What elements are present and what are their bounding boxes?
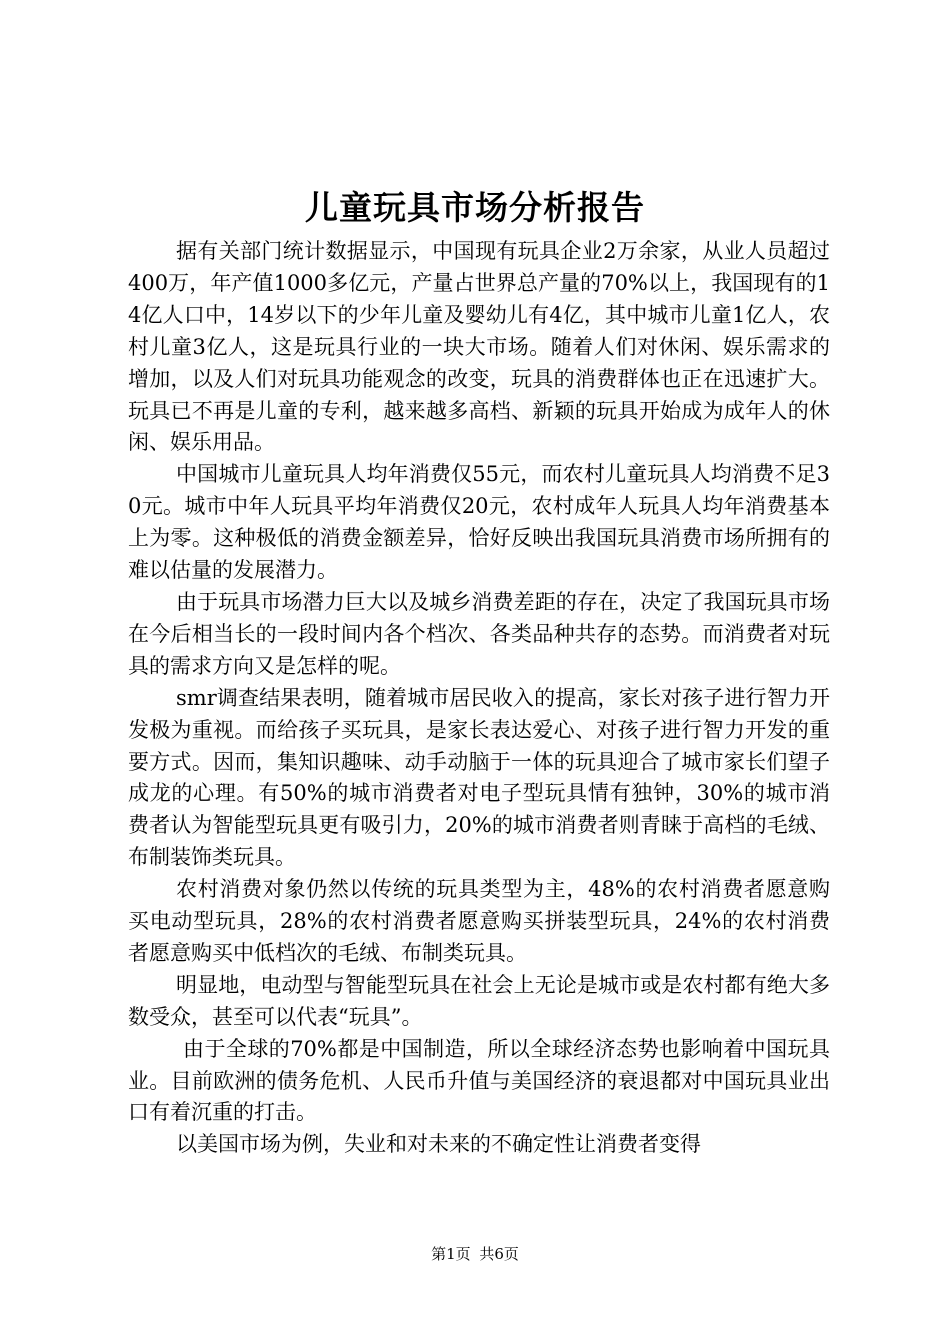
paragraph: 中国城市儿童玩具人均年消费仅55元，而农村儿童玩具人均消费不足30元。城市中年人玩具平均年消费仅20元，农村成年人玩具人均年消费基本上为零。这种极低的消费金额差异，恰好反映出我国玩具消费市场所拥有的难以估量的发展潜力。 — [128, 462, 830, 583]
page-total: 共6页 — [479, 1245, 519, 1263]
paragraph: 据有关部门统计数据显示，中国现有玩具企业2万余家，从业人员超过400万，年产值1000多亿元，产量占世界总产量的70%以上，我国现有的14亿人口中，14岁以下的少年儿童及婴幼儿有4亿，其中城市儿童1亿人，农村儿童3亿人，这是玩具行业的一块大市场。随着人们对休闲、娱乐需求的增加，以及人们对玩具功能观念的改变，玩具的消费群体也正在迅速扩大。玩具已不再是儿童的专利，越来越多高档、新颖的玩具开始成为成年人的休闲、娱乐用品。 — [128, 239, 830, 455]
paragraph: 由于玩具市场潜力巨大以及城乡消费差距的存在，决定了我国玩具市场在今后相当长的一段时间内各个档次、各类品种共存的态势。而消费者对玩具的需求方向又是怎样的呢。 — [128, 589, 830, 678]
paragraph: 以美国市场为例，失业和对未来的不确定性让消费者变得 — [176, 1132, 701, 1157]
paragraph: 明显地，电动型与智能型玩具在社会上无论是城市或是农村都有绝大多数受众，甚至可以代表“玩具”。 — [128, 972, 830, 1029]
paragraph: 农村消费对象仍然以传统的玩具类型为主，48%的农村消费者愿意购买电动型玩具，28%的农村消费者愿意购买拼装型玩具，24%的农村消费者愿意购买中低档次的毛绒、布制类玩具。 — [128, 877, 830, 965]
document-body — [128, 236, 830, 1161]
paragraph: 由于全球的70%都是中国制造，所以全球经济态势也影响着中国玩具业。目前欧洲的债务危机、人民币升值与美国经济的衰退都对中国玩具业出口有着沉重的打击。 — [128, 1036, 830, 1125]
page-number: 第1页 — [431, 1245, 471, 1263]
document-title: 儿童玩具市场分析报告 — [305, 188, 645, 227]
paragraph: smr调查结果表明，随着城市居民收入的提高，家长对孩子进行智力开发极为重视。而给孩子买玩具，是家长表达爱心、对孩子进行智力开发的重要方式。因而，集知识趣味、动手动脑于一体的玩具迎合了城市家长们望子成龙的心理。有50%的城市消费者对电子型玩具情有独钟，30%的城市消费者认为智能型玩具更有吸引力，20%的城市消费者则青睐于高档的毛绒、布制装饰类玩具。 — [128, 685, 830, 870]
page-footer — [0, 1244, 950, 1264]
